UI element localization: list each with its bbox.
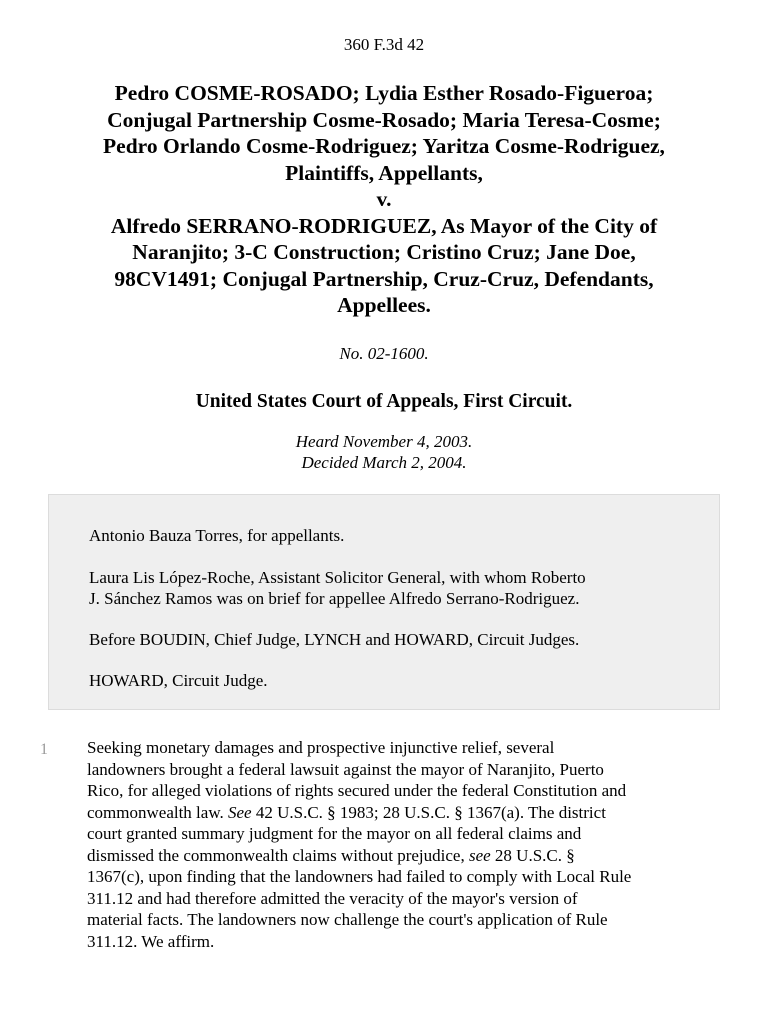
caption-line: Pedro Orlando Cosme-Rodriguez; Yaritza Cosme-Rodriguez, — [103, 134, 665, 158]
counsel-appellee-line: Laura Lis López-Roche, Assistant Solicitor General, with whom Roberto — [89, 568, 586, 587]
caption-line: Alfredo SERRANO-RODRIGUEZ, As Mayor of the City of — [110, 213, 658, 238]
text-line: Seeking monetary damages and prospective injunctive relief, several — [87, 738, 555, 757]
text-line: material facts. The landowners now challenge the court's application of Rule — [87, 910, 608, 929]
decided-date: Decided March 2, 2004. — [301, 453, 467, 472]
caption-line: Conjugal Partnership Cosme-Rosado; Maria Teresa-Cosme; — [107, 107, 661, 132]
text-fragment: dismissed the commonwealth claims without prejudice, — [87, 845, 469, 865]
panel-judges: Before BOUDIN, Chief Judge, LYNCH and HOWARD, Circuit Judges. — [89, 630, 580, 649]
paragraph-number: 1 — [40, 741, 48, 758]
counsel-appellee-line: J. Sánchez Ramos was on brief for appellee Alfredo Serrano-Rodriguez. — [89, 589, 580, 608]
counsel-panel — [48, 494, 720, 710]
caption-line: 98CV1491; Conjugal Partnership, Cruz-Cruz, Defendants, — [114, 266, 654, 291]
signal-see: see — [468, 845, 491, 865]
heard-date: Heard November 4, 2003. — [295, 432, 473, 451]
text-line: 1367(c), upon finding that the landowners had failed to comply with Local Rule — [87, 867, 632, 886]
paragraph-text — [87, 737, 730, 952]
text-fragment: 28 U.S.C. § — [490, 845, 575, 865]
text-line: court granted summary judgment for the mayor on all federal claims and — [87, 824, 582, 843]
text-line: 311.12. We affirm. — [87, 931, 215, 951]
case-dates — [0, 431, 768, 473]
docket-number: No. 02-1600. — [339, 344, 429, 363]
case-caption — [40, 80, 728, 319]
signal-see: See — [228, 802, 252, 822]
caption-line: Appellees. — [337, 293, 431, 317]
counsel-appellee — [89, 567, 689, 609]
text-line: 311.12 and had therefore admitted the veracity of the mayor's version of — [87, 888, 578, 908]
opinion-author: HOWARD, Circuit Judge. — [89, 671, 268, 690]
court-name: United States Court of Appeals, First Circuit. — [195, 391, 573, 412]
caption-line: Plaintiffs, Appellants, — [285, 160, 483, 185]
counsel-appellants: Antonio Bauza Torres, for appellants. — [89, 526, 345, 545]
opinion-paragraph — [40, 737, 730, 952]
text-line — [87, 802, 730, 824]
text-fragment: commonwealth law. — [87, 802, 228, 822]
text-line: landowners brought a federal lawsuit against the mayor of Naranjito, Puerto — [87, 759, 604, 779]
caption-line: Naranjito; 3-C Construction; Cristino Cruz; Jane Doe, — [132, 240, 636, 264]
text-fragment: 42 U.S.C. § 1983; 28 U.S.C. § 1367(a). The district — [251, 802, 606, 822]
text-line: Rico, for alleged violations of rights secured under the federal Constitution and — [87, 781, 627, 800]
case-citation: 360 F.3d 42 — [343, 35, 425, 54]
caption-versus: v. — [376, 187, 392, 211]
caption-line: Pedro COSME-ROSADO; Lydia Esther Rosado-Figueroa; — [114, 81, 654, 105]
text-line — [87, 845, 730, 867]
